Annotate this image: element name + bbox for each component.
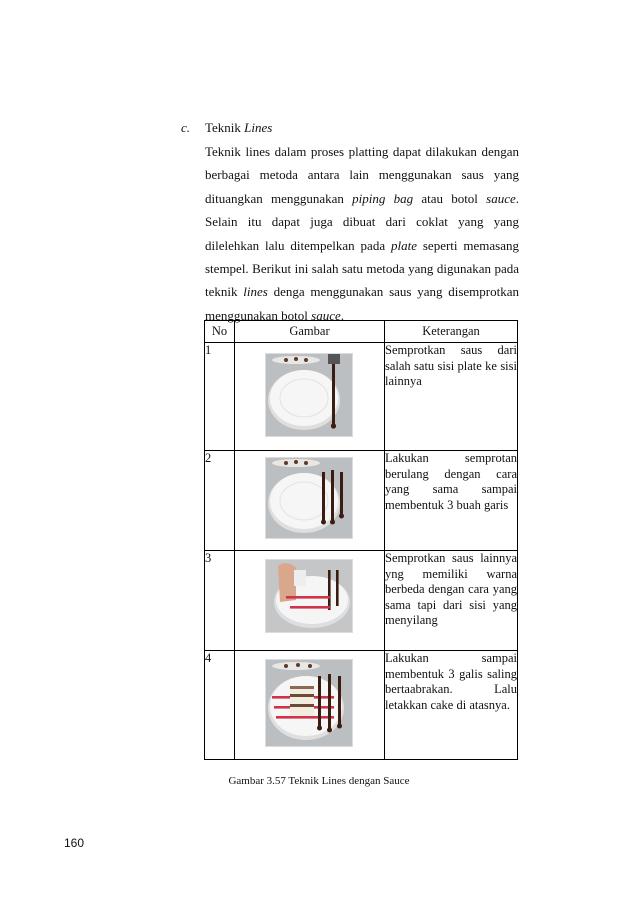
paragraph-run: seperti memasang stempel. Berikut ini salah satu metoda yang digunakan pada teknik	[205, 237, 519, 300]
table-row	[205, 343, 518, 451]
table-row	[205, 451, 518, 551]
paragraph-italic-run: sauce	[311, 307, 341, 323]
body-paragraph	[205, 140, 519, 327]
paragraph-run: . Selain itu dapat juga dibuat dari coklat yang yang dilelehkan lalu ditempelkan pada	[205, 190, 519, 253]
paragraph-italic-run: piping bag	[352, 190, 414, 206]
row-number: 4	[205, 651, 235, 760]
paragraph-run: Teknik lines dalam proses platting dapat dilakukan dengan berbagai metoda antara lain menggunakan saus yang dituangkan menggunakan	[205, 144, 519, 206]
table-row	[205, 651, 518, 760]
table-header-row	[205, 321, 518, 343]
header-no: No	[205, 321, 235, 343]
section-heading	[181, 120, 272, 136]
table-row	[205, 551, 518, 651]
step-2-photo	[265, 457, 353, 539]
row-description: Semprotkan saus dari salah satu sisi plate ke sisi lainnya	[385, 343, 518, 451]
paragraph-run: denga menggunakan saus yang disemprotkan menggunakan botol	[205, 284, 520, 323]
section-title: Teknik	[205, 120, 245, 135]
figure-caption: Gambar 3.57 Teknik Lines dengan Sauce	[228, 775, 410, 787]
paragraph-italic-run: sauce	[486, 190, 516, 206]
row-description: Lakukan semprotan berulang dengan cara yang sama sampai membentuk 3 buah garis	[385, 451, 518, 551]
step-1-photo	[265, 353, 353, 437]
section-letter: c.	[181, 120, 191, 135]
header-keterangan: Keterangan	[385, 321, 518, 343]
section-title-italic: Lines	[244, 120, 273, 135]
row-number: 3	[205, 551, 235, 651]
paragraph-text	[205, 140, 519, 327]
page-number: 160	[64, 836, 85, 850]
photo-cell	[235, 551, 385, 651]
paragraph-italic-run: lines	[243, 284, 268, 300]
paragraph-italic-run: plate	[390, 237, 417, 253]
paragraph-run: atau botol	[413, 190, 487, 206]
step-4-photo	[265, 659, 353, 747]
photo-cell	[235, 651, 385, 760]
photo-cell	[235, 343, 385, 451]
row-number: 2	[205, 451, 235, 551]
row-description: Lakukan sampai membentuk 3 galis saling bertaabrakan. Lalu letakkan cake di atasnya.	[385, 651, 518, 760]
steps-table	[204, 320, 518, 760]
header-gambar: Gambar	[235, 321, 385, 343]
paragraph-run: .	[340, 307, 345, 323]
photo-cell	[235, 451, 385, 551]
row-number: 1	[205, 343, 235, 451]
step-3-photo	[265, 559, 353, 633]
row-description: Semprotkan saus lainnya yng memiliki warna berbeda dengan cara yang sama tapi dari sisi yang menyilang	[385, 551, 518, 651]
